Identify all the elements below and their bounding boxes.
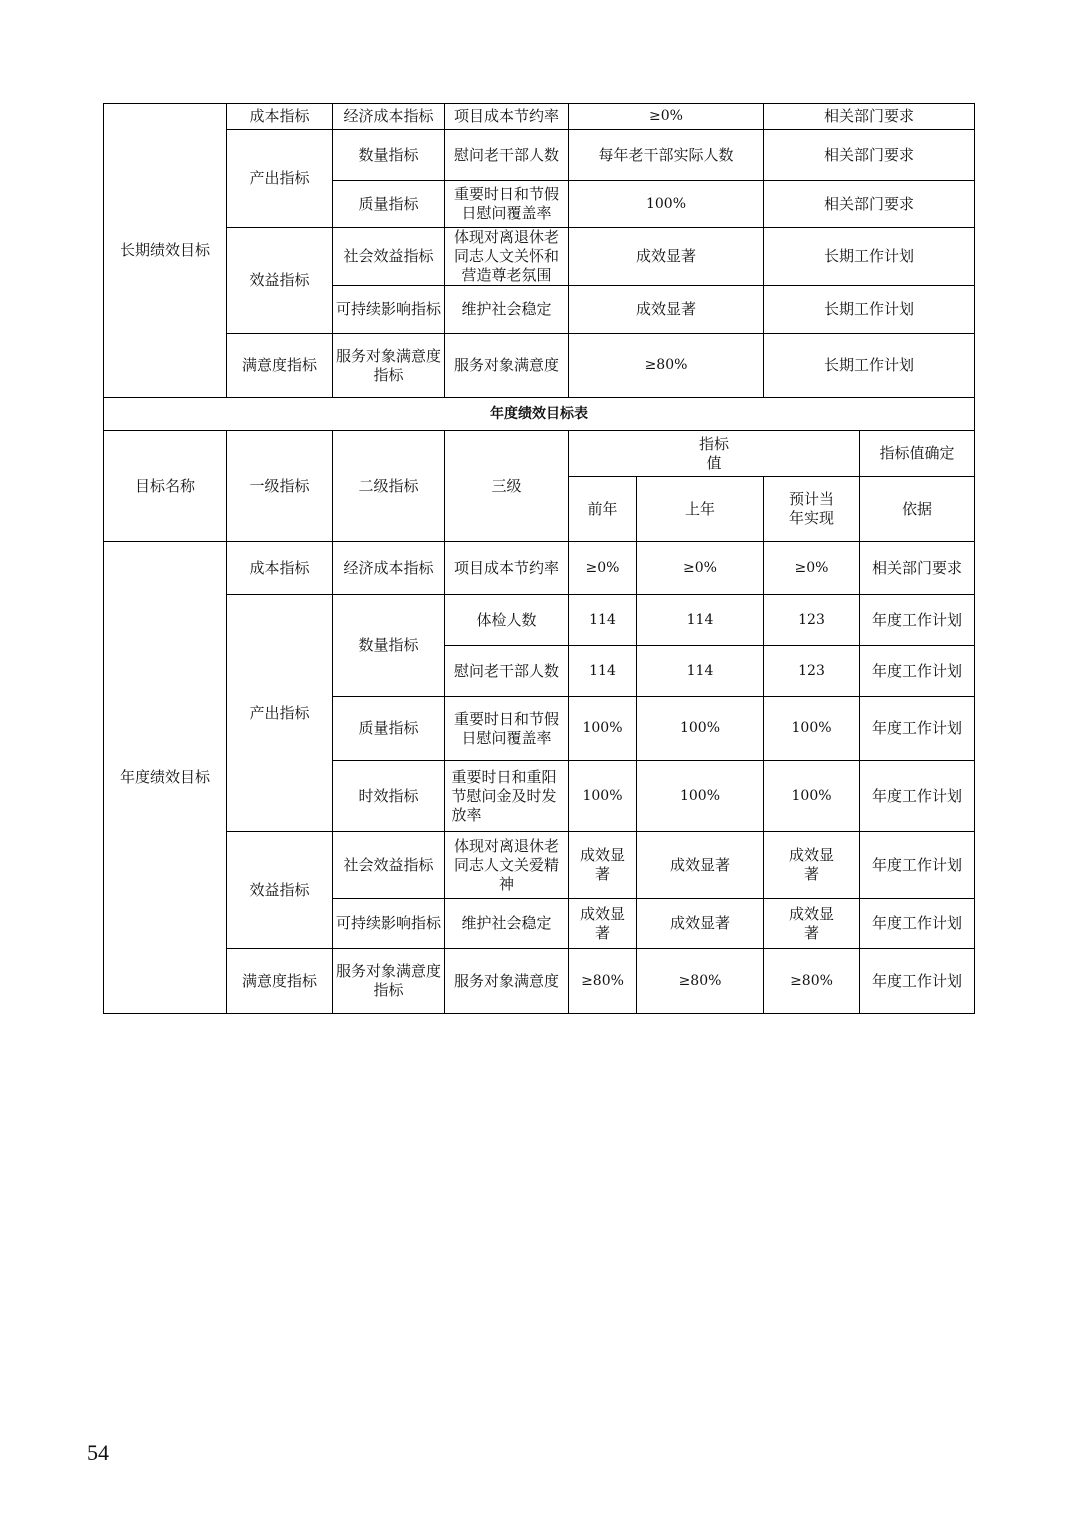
header-value	[569, 431, 860, 477]
header-level3: 三级	[445, 431, 569, 542]
long-term-goal-name: 长期绩效目标	[104, 104, 227, 398]
expected-cell: ≥0%	[764, 542, 860, 595]
basis-cell: 年度工作计划	[860, 595, 975, 646]
table-row	[104, 595, 975, 646]
level2-cell: 社会效益指标	[333, 228, 445, 286]
prev-cell: ≥80%	[569, 949, 637, 1014]
header-expected	[764, 477, 860, 542]
prev-cell: 114	[569, 646, 637, 697]
expected-cell: 123	[764, 646, 860, 697]
basis-cell: 相关部门要求	[764, 104, 975, 130]
level1-cell: 效益指标	[227, 832, 333, 949]
level3-cell: 项目成本节约率	[445, 104, 569, 130]
expected-cell: 100%	[764, 761, 860, 832]
basis-cell: 相关部门要求	[860, 542, 975, 595]
header-basis: 依据	[860, 477, 975, 542]
header-last-year: 上年	[637, 477, 764, 542]
level1-cell: 成本指标	[227, 542, 333, 595]
level3-cell	[445, 832, 569, 899]
prev-cell: ≥0%	[569, 542, 637, 595]
basis-cell: 相关部门要求	[764, 181, 975, 228]
level2-cell: 可持续影响指标	[333, 286, 445, 334]
level2-cell: 可持续影响指标	[333, 899, 445, 949]
last-cell: 100%	[637, 761, 764, 832]
level2-cell: 经济成本指标	[333, 104, 445, 130]
level1-cell: 满意度指标	[227, 334, 333, 398]
level3-cell: 体现对离退休老同志人文关怀和营造尊老氛围	[445, 228, 569, 286]
last-cell: 成效显著	[637, 899, 764, 949]
expected-cell: 100%	[764, 697, 860, 761]
level3-cell: 维护社会稳定	[445, 286, 569, 334]
level3-text: 重要时日和节假日慰问覆盖率	[453, 709, 559, 747]
value-cell: 成效显著	[569, 286, 764, 334]
expected-cell: ≥80%	[764, 949, 860, 1014]
header-level2: 二级指标	[333, 431, 445, 542]
basis-cell: 长期工作计划	[764, 286, 975, 334]
prev-cell: 114	[569, 595, 637, 646]
level2-cell: 社会效益指标	[333, 832, 445, 899]
level1-cell: 满意度指标	[227, 949, 333, 1014]
level2-cell: 数量指标	[333, 130, 445, 181]
level3-cell: 慰问老干部人数	[445, 646, 569, 697]
prev-text: 成效显著	[579, 846, 625, 883]
table-row	[104, 949, 975, 1014]
level3-cell	[445, 697, 569, 761]
table-row	[104, 398, 975, 431]
header-prev-year: 前年	[569, 477, 637, 542]
level3-cell: 维护社会稳定	[445, 899, 569, 949]
level2-cell: 质量指标	[333, 181, 445, 228]
basis-cell: 长期工作计划	[764, 334, 975, 398]
header-row	[104, 431, 975, 477]
value-cell: ≥0%	[569, 104, 764, 130]
expected-text: 成效显著	[789, 904, 835, 942]
basis-cell: 年度工作计划	[860, 949, 975, 1014]
level2-cell: 服务对象满意度指标	[333, 949, 445, 1014]
basis-cell: 年度工作计划	[860, 832, 975, 899]
level3-cell: 服务对象满意度	[445, 949, 569, 1014]
annual-goal-name: 年度绩效目标	[104, 542, 227, 1014]
level3-cell	[445, 761, 569, 832]
table-row	[104, 832, 975, 899]
last-cell: 114	[637, 646, 764, 697]
performance-table	[103, 103, 975, 1014]
table-row	[104, 228, 975, 286]
last-cell: ≥80%	[637, 949, 764, 1014]
level3-text: 重要时日和重阳节慰问金及时发放率	[451, 767, 557, 824]
level3-cell: 慰问老干部人数	[445, 130, 569, 181]
header-goal-name: 目标名称	[104, 431, 227, 542]
basis-cell: 年度工作计划	[860, 697, 975, 761]
prev-cell: 100%	[569, 697, 637, 761]
header-value-label: 指标值	[698, 434, 729, 472]
table-row	[104, 104, 975, 130]
level3-cell: 项目成本节约率	[445, 542, 569, 595]
level1-cell: 效益指标	[227, 228, 333, 334]
last-cell: 100%	[637, 697, 764, 761]
expected-text: 成效显著	[789, 846, 835, 883]
table-row	[104, 130, 975, 181]
last-cell: 114	[637, 595, 764, 646]
level3-cell: 服务对象满意度	[445, 334, 569, 398]
level1-cell: 产出指标	[227, 595, 333, 832]
expected-cell	[764, 899, 860, 949]
level2-cell: 质量指标	[333, 697, 445, 761]
prev-cell	[569, 832, 637, 899]
last-cell: 成效显著	[637, 832, 764, 899]
annual-section-title: 年度绩效目标表	[104, 398, 975, 431]
level2-cell: 时效指标	[333, 761, 445, 832]
level2-cell: 经济成本指标	[333, 542, 445, 595]
header-level1: 一级指标	[227, 431, 333, 542]
basis-cell: 年度工作计划	[860, 761, 975, 832]
level3-cell: 体检人数	[445, 595, 569, 646]
header-expected-label: 预计当年实现	[789, 490, 835, 527]
expected-cell	[764, 832, 860, 899]
level3-cell: 重要时日和节假日慰问覆盖率	[445, 181, 569, 228]
basis-cell: 相关部门要求	[764, 130, 975, 181]
page-number: 54	[87, 1440, 109, 1465]
level1-cell: 成本指标	[227, 104, 333, 130]
basis-cell: 年度工作计划	[860, 646, 975, 697]
prev-cell: 100%	[569, 761, 637, 832]
level3-text: 体现对离退休老同志人文关爱精神	[453, 836, 559, 893]
level1-cell: 产出指标	[227, 130, 333, 228]
table-row	[104, 334, 975, 398]
value-cell: 每年老干部实际人数	[569, 130, 764, 181]
level2-cell: 服务对象满意度指标	[333, 334, 445, 398]
prev-cell	[569, 899, 637, 949]
prev-text: 成效显著	[579, 904, 625, 942]
expected-cell: 123	[764, 595, 860, 646]
last-cell: ≥0%	[637, 542, 764, 595]
level2-cell: 数量指标	[333, 595, 445, 697]
basis-cell: 年度工作计划	[860, 899, 975, 949]
value-cell: ≥80%	[569, 334, 764, 398]
value-cell: 100%	[569, 181, 764, 228]
header-basis-top: 指标值确定	[860, 431, 975, 477]
value-cell: 成效显著	[569, 228, 764, 286]
basis-cell: 长期工作计划	[764, 228, 975, 286]
table-row	[104, 542, 975, 595]
